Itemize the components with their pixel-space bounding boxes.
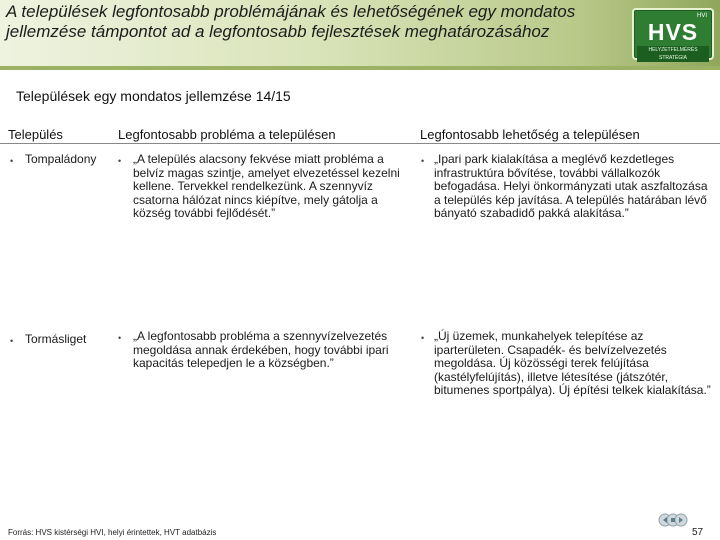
bullet-icon: • [10, 336, 14, 346]
column-header-opportunity: Legfontosabb lehetőség a településen [420, 127, 640, 142]
header-divider [0, 143, 720, 144]
problem-text: „A legfontosabb probléma a szennyvízelvezetés megoldása annak érdekében, hogy további ipari kapacitás telepedjen le a községben.” [133, 329, 389, 370]
bullet-icon: • [118, 333, 122, 343]
slide-title: A települések legfontosabb problémájának és lehetőségének egy mondatos jellemzése támpontot ad a legfontosabb fejlesztések meghatározásához [6, 2, 576, 41]
problem-text: „A település alacsony fekvése miatt probléma a belvíz magas szintje, amelyet elvezetéssel kezelni kellene. Tervekkel rendelkezünk. A szennyvíz csatorna hálózat nincs kiépítve, mely gátolja a község további fejlődését.” [133, 152, 400, 220]
logo-small-text: HVI [696, 13, 707, 19]
bullet-icon: • [118, 156, 122, 166]
settlement-name: Tormásliget [25, 332, 87, 346]
opportunity-text: „Új üzemek, munkahelyek telepítése az iparterületen. Csapadék- és belvízelvezetés megoldása. Új közösségi terek felújítása (kastélyfelújítás), illetve létesítése (játszótér, bitumenes sportpálya). Új építési telkek kialakítása.” [434, 329, 711, 397]
bullet-icon: • [421, 156, 425, 166]
slide-subtitle: Települések egy mondatos jellemzése 14/15 [16, 88, 291, 104]
logo-sub-text: HELYZETFELMÉRÉS STRATÉGIA [637, 46, 709, 62]
opportunity-text: „Ipari park kialakítása a meglévő kezdetleges infrastruktúra bővítése, további vállalkozók befogadása. Helyi önkormányzati utak aszfaltozása a település kép javítása. A település határában lévő bányató szabadidő pakká alakítása.” [434, 152, 708, 220]
header-separator [0, 66, 720, 70]
source-footnote: Forrás: HVS kistérségi HVI, helyi érintettek, HVT adatbázis [8, 528, 217, 537]
bullet-icon: • [10, 156, 14, 166]
page-number: 57 [692, 527, 704, 538]
logo-main-text: HVS [647, 19, 699, 45]
bullet-icon: • [421, 333, 425, 343]
column-header-settlement: Település [8, 127, 63, 142]
navigation-arrows-icon[interactable] [658, 508, 688, 532]
column-header-problem: Legfontosabb probléma a településen [118, 127, 336, 142]
hvs-logo [634, 10, 712, 61]
settlement-name: Tompaládony [25, 152, 97, 166]
